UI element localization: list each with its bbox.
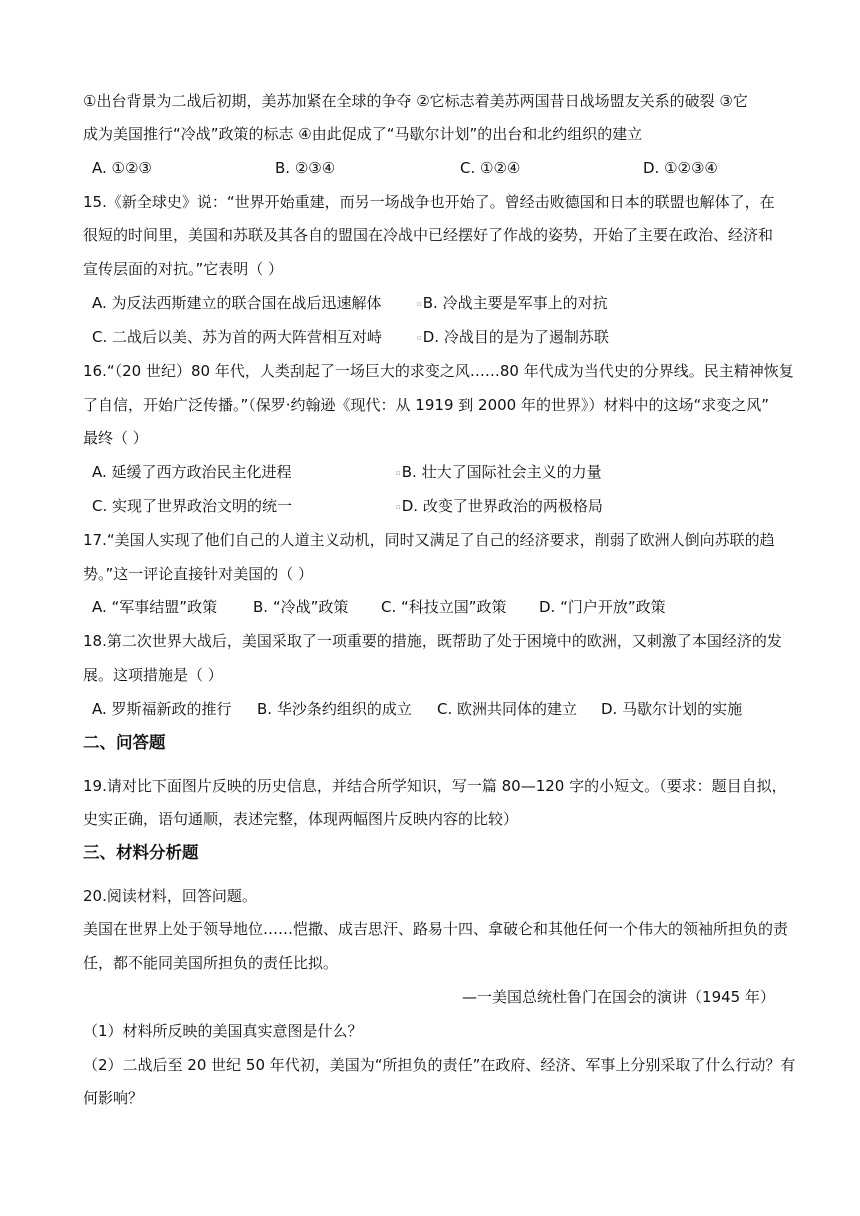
q20-source: —一美国总统杜鲁门在国会的演讲（1945 年） [462, 988, 775, 1006]
q14-statement-line: ①出台背景为二战后初期，美苏加紧在全球的争夺 ②它标志着美苏两国昔日战场盟友关系的破裂 ③它 [83, 92, 748, 110]
q15-option-b: ▫B. 冷战主要是军事上的对抗 [417, 294, 608, 312]
q18-option-c: C. 欧洲共同体的建立 [437, 700, 578, 718]
q18-option-d: D. 马歇尔计划的实施 [601, 700, 743, 718]
q20-material-line: 任，都不能同美国所担负的责任比拟。 [83, 954, 339, 972]
q19-stem-line: 19.请对比下面图片反映的历史信息，并结合所学知识，写一篇 80—120 字的小短文。（要求：题目自拟， [83, 777, 787, 795]
q15-option-a: A. 为反法西斯建立的联合国在战后迅速解体 [92, 294, 382, 312]
option-marker-icon: ▫ [396, 502, 401, 511]
q16-option-d: ▫D. 改变了世界政治的两极格局 [396, 497, 603, 515]
q18-option-a: A. 罗斯福新政的推行 [92, 700, 232, 718]
q16-option-b: ▫B. 壮大了国际社会主义的力量 [396, 463, 602, 481]
q20-subquestion-2: 何影响？ [83, 1089, 144, 1107]
q20-material-line: 美国在世界上处于领导地位……恺撒、成吉思汗、路易十四、拿破仑和其他任何一个伟大的领袖所担负的责 [83, 920, 789, 938]
q17-stem-line: 17.“美国人实现了他们自己的人道主义动机，同时又满足了自己的经济要求，削弱了欧洲人倒向苏联的趋 [83, 531, 775, 549]
q16-option-a: A. 延缓了西方政治民主化进程 [92, 463, 292, 481]
option-marker-icon: ▫ [417, 299, 422, 308]
q16-stem-line: 最终（ ） [83, 429, 148, 447]
q18-stem-line: 展。这项措施是（ ） [83, 666, 223, 684]
q17-option-b: B. “冷战”政策 [253, 598, 349, 616]
q14-option-d: D. ①②③④ [643, 159, 718, 177]
q20-subquestion-2: （2）二战后至 20 世纪 50 年代初，美国为“所担负的责任”在政府、经济、军事上分别采取了什么行动？有 [83, 1056, 796, 1074]
q15-stem-line: 很短的时间里，美国和苏联及其各自的盟国在冷战中已经摆好了作战的姿势，开始了主要在政治、经济和 [83, 226, 774, 244]
q17-stem-line: 势。”这一评论直接针对美国的（ ） [83, 565, 314, 583]
q16-stem-line: 16.“（20 世纪）80 年代，人类刮起了一场巨大的求变之风……80 年代成为当代史的分界线。民主精神恢复 [83, 362, 794, 380]
q17-option-d: D. “门户开放”政策 [539, 598, 666, 616]
q14-option-b: B. ②③④ [275, 159, 336, 177]
section-heading: 二、问答题 [83, 733, 166, 752]
q18-option-b: B. 华沙条约组织的成立 [257, 700, 412, 718]
q20-intro: 20.阅读材料，回答问题。 [83, 887, 257, 905]
q16-stem-line: 了自信，开始广泛传播。”（保罗·约翰逊《现代：从 1919 到 2000 年的世界》）材料中的这场“求变之风” [83, 396, 770, 414]
q14-statement-line: 成为美国推行“冷战”政策的标志 ④由此促成了“马歇尔计划”的出台和北约组织的建立 [83, 125, 643, 143]
q15-option-c: C. 二战后以美、苏为首的两大阵营相互对峙 [92, 328, 383, 346]
q20-subquestion-1: （1）材料所反映的美国真实意图是什么？ [83, 1022, 363, 1040]
q17-option-a: A. “军事结盟”政策 [92, 598, 218, 616]
q18-stem-line: 18.第二次世界大战后，美国采取了一项重要的措施，既帮助了处于困境中的欧洲，又刺激了本国经济的发 [83, 632, 782, 650]
q15-stem-line: 15.《新全球史》说：“世界开始重建，而另一场战争也开始了。曾经击败德国和日本的联盟也解体了，在 [83, 193, 775, 211]
q15-option-d: ▫D. 冷战目的是为了遏制苏联 [417, 328, 609, 346]
q16-option-c: C. 实现了世界政治文明的统一 [92, 497, 293, 515]
q19-stem-line: 史实正确，语句通顺，表述完整，体现两幅图片反映内容的比较） [83, 810, 519, 828]
q14-option-a: A. ①②③ [92, 159, 152, 177]
q14-option-c: C. ①②④ [460, 159, 521, 177]
option-marker-icon: ▫ [396, 468, 401, 477]
section-heading: 三、材料分析题 [83, 843, 199, 862]
option-marker-icon: ▫ [417, 333, 422, 342]
q17-option-c: C. “科技立国”政策 [381, 598, 507, 616]
q15-stem-line: 宣传层面的对抗。”它表明（ ） [83, 260, 284, 278]
